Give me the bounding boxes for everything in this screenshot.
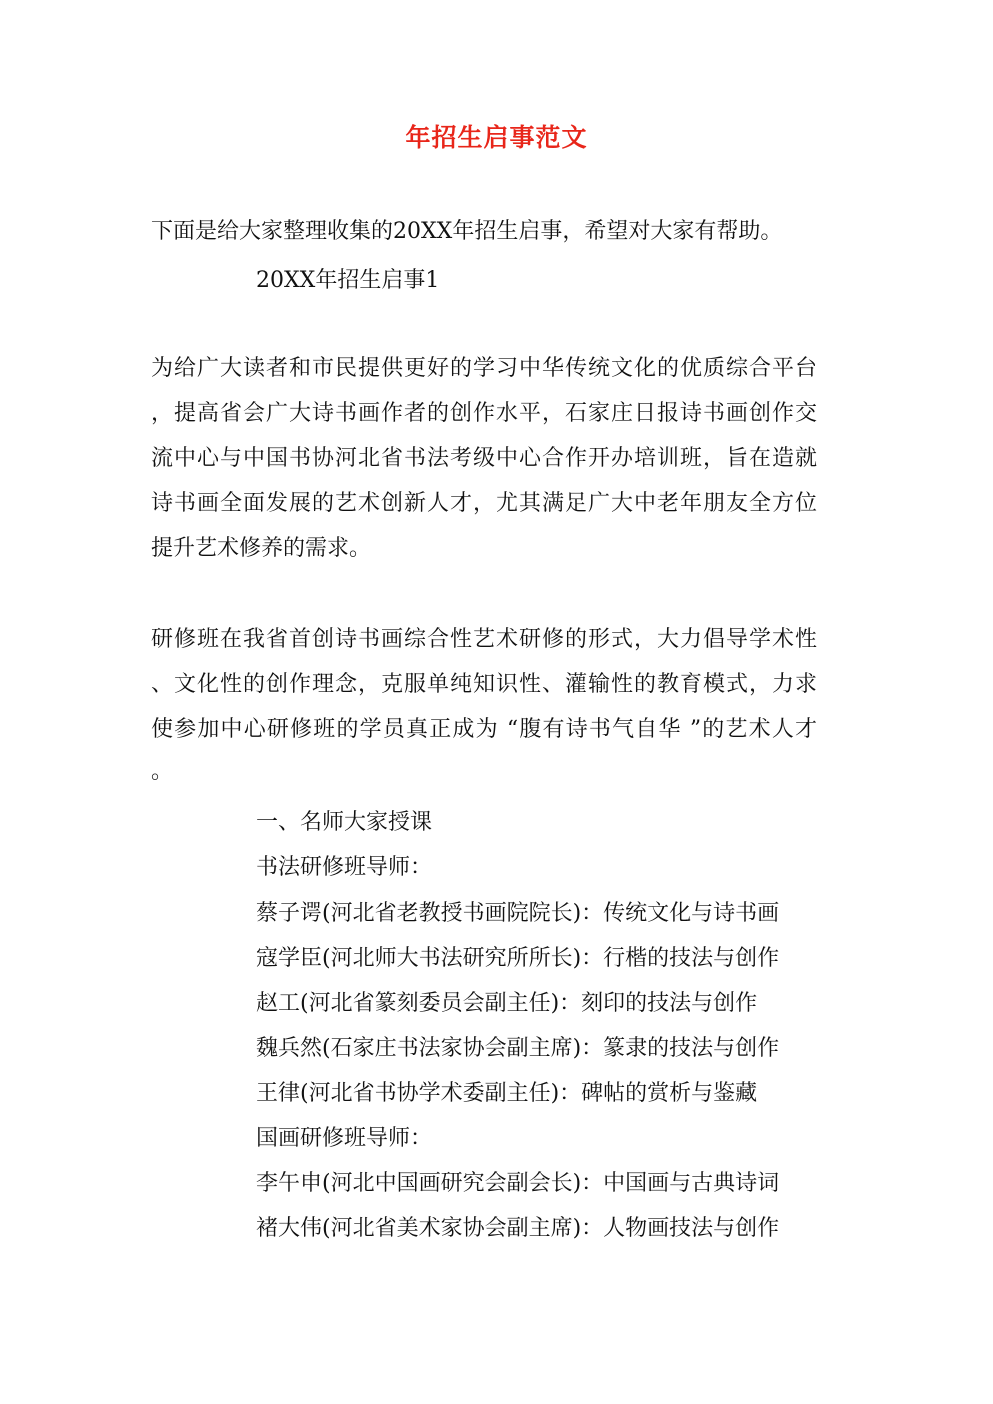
list-item: 寇学臣(河北师大书法研究所所长)：行楷的技法与创作 (256, 946, 780, 971)
paragraph2-line-3: 使参加中心研修班的学员真正成为 “腹有诗书气自华 ”的艺术人才 (151, 717, 817, 742)
list-item: 王律(河北省书协学术委副主任)：碑帖的赏析与鉴藏 (256, 1081, 758, 1106)
list-item: 赵工(河北省篆刻委员会副主任)：刻印的技法与创作 (256, 991, 758, 1016)
paragraph2-line-1: 研修班在我省首创诗书画综合性艺术研修的形式，大力倡导学术性 (151, 627, 817, 652)
list-item: 书法研修班导师： (256, 855, 433, 880)
paragraph1-line-2: ，提高省会广大诗书画作者的创作水平，石家庄日报诗书画创作交 (151, 401, 817, 426)
paragraph2-line-2: 、文化性的创作理念，克服单纯知识性、灌输性的教育模式，力求 (151, 672, 817, 697)
document-title: 年招生启事范文 (405, 123, 588, 152)
paragraph1-line-1: 为给广大读者和市民提供更好的学习中华传统文化的优质综合平台 (151, 356, 817, 381)
intro-text: 下面是给大家整理收集的20XX年招生启事，希望对大家有帮助。 (151, 219, 783, 244)
section-heading: 20XX年招生启事1 (256, 268, 440, 293)
paragraph1-line-3: 流中心与中国书协河北省书法考级中心合作开办培训班，旨在造就 (151, 446, 817, 471)
list-item: 蔡子谔(河北省老教授书画院院长)：传统文化与诗书画 (256, 901, 780, 926)
paragraph1-line-5: 提升艺术修养的需求。 (151, 536, 372, 561)
paragraph2-line-4: 。 (151, 759, 174, 784)
list-item: 国画研修班导师： (256, 1126, 433, 1151)
list-item: 褚大伟(河北省美术家协会副主席)：人物画技法与创作 (256, 1216, 780, 1241)
list-item: 一、名师大家授课 (256, 810, 433, 835)
paragraph1-line-4: 诗书画全面发展的艺术创新人才，尤其满足广大中老年朋友全方位 (151, 491, 817, 516)
list-item: 魏兵然(石家庄书法家协会副主席)：篆隶的技法与创作 (256, 1036, 780, 1061)
list-item: 李午申(河北中国画研究会副会长)：中国画与古典诗词 (256, 1171, 780, 1196)
